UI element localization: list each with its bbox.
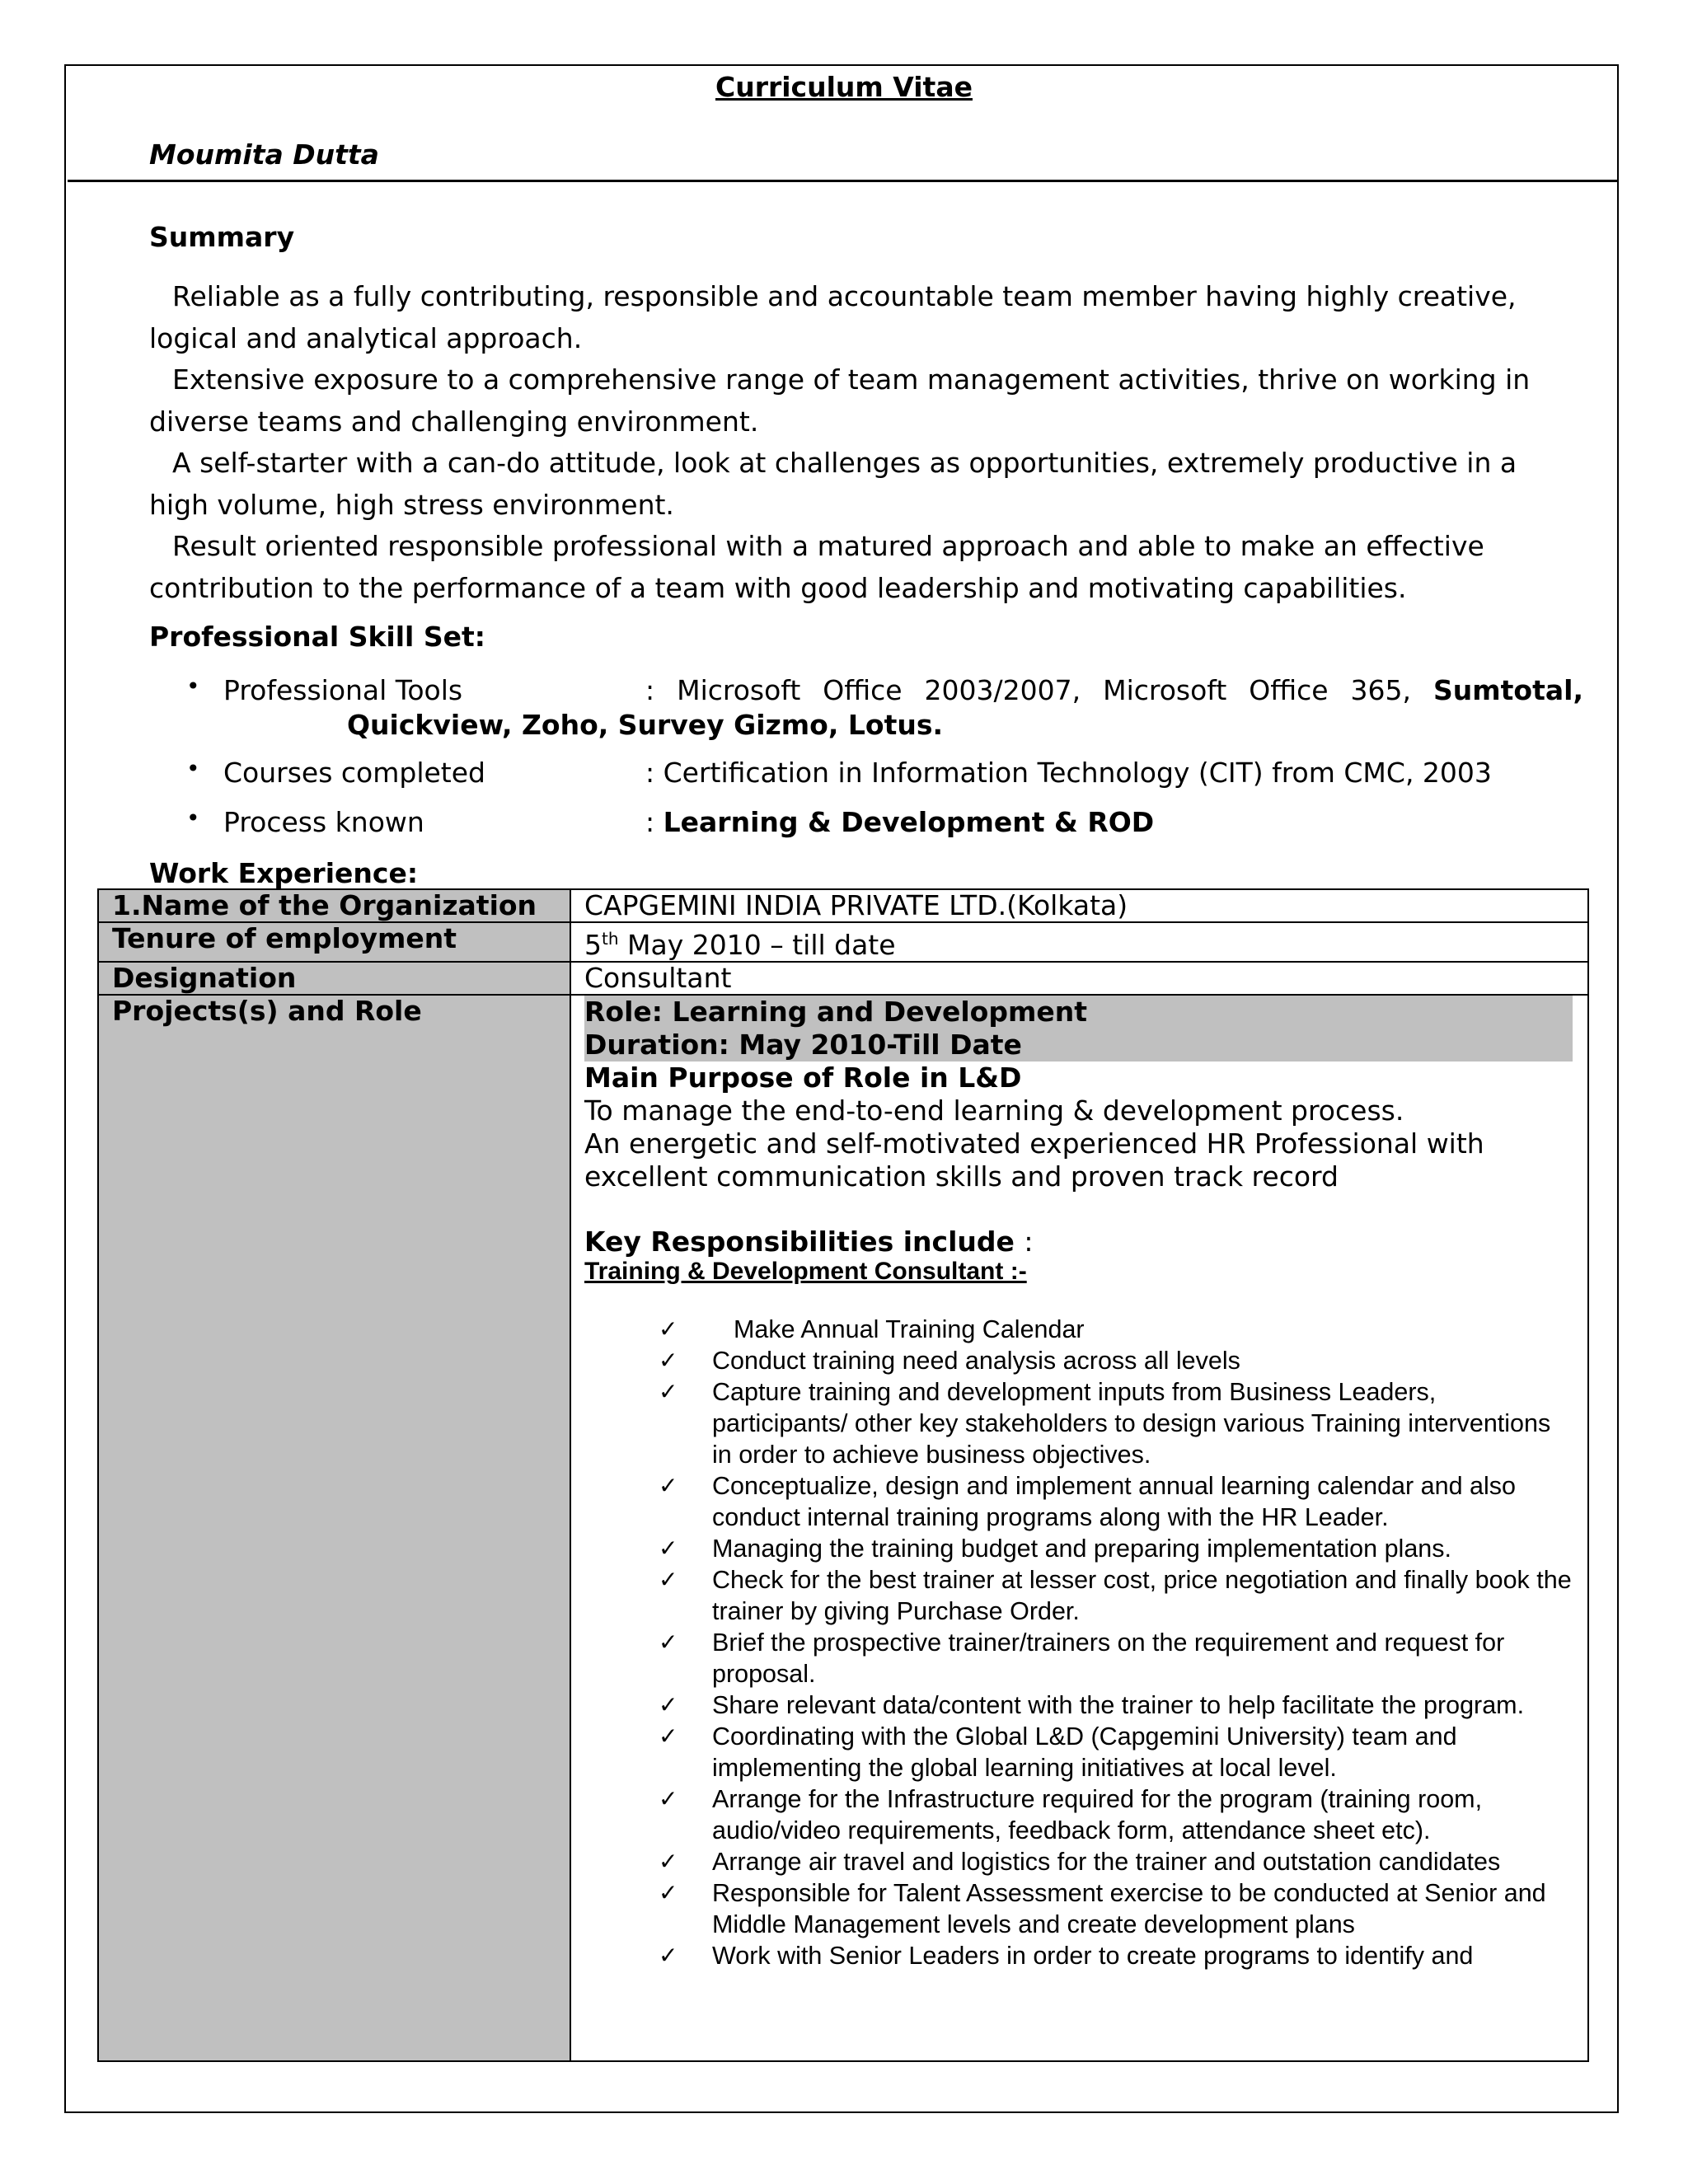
row-label: Projects(s) and Role <box>98 995 570 2061</box>
list-item: ✓ Share relevant data/content with the trainer to help facilitate the program. <box>659 1691 1525 1719</box>
designation-value: Consultant <box>570 962 1588 995</box>
list-item: ✓ Responsible for Talent Assessment exercise to be conducted at Senior and Middle Management levels and create development plans <box>659 1879 1546 1938</box>
check-icon: ✓ <box>659 1378 678 1405</box>
table-row <box>98 889 1588 922</box>
check-icon: ✓ <box>659 1691 678 1718</box>
role-highlight <box>584 996 1573 1062</box>
skill-value: : Learning & Development & ROD <box>645 806 1155 838</box>
summary-heading: Summary <box>149 221 295 253</box>
consultant-subheading: Training & Development Consultant :- <box>584 1258 1027 1285</box>
skill-label: Process known <box>223 806 424 838</box>
list-item: ✓ Make Annual Training Calendar <box>659 1315 1085 1343</box>
list-item: ✓ Conduct training need analysis across all levels <box>659 1347 1240 1375</box>
check-icon: ✓ <box>659 1629 678 1656</box>
list-item: ✓ Conceptualize, design and implement annual learning calendar and also conduct internal training programs along with the HR Leader. <box>659 1472 1516 1531</box>
row-label: 1.Name of the Organization <box>98 889 570 922</box>
bullet-icon: • <box>186 673 200 700</box>
skill-value: : Certification in Information Technology (CIT) from CMC, 2003 <box>645 757 1492 789</box>
list-item: ✓ Work with Senior Leaders in order to create programs to identify and <box>659 1942 1474 1970</box>
summary-section <box>149 276 1567 609</box>
summary-paragraph: A self-starter with a can-do attitude, look at challenges as opportunities, extremely productive in a high volume, high stress environment. <box>149 447 1517 521</box>
check-icon: ✓ <box>659 1879 678 1906</box>
work-experience-table <box>97 888 1589 2062</box>
table-row <box>98 962 1588 995</box>
projects-role-cell <box>570 995 1588 2061</box>
bullet-icon: • <box>186 755 200 782</box>
purpose-line: To manage the end-to-end learning & development process. <box>584 1094 1404 1127</box>
list-item: ✓ Arrange for the Infrastructure required for the program (training room, audio/video requirements, feedback form, attendance sheet etc). <box>659 1785 1483 1844</box>
check-icon: ✓ <box>659 1347 678 1374</box>
check-icon: ✓ <box>659 1785 678 1812</box>
skill-label: Professional Tools <box>223 674 463 706</box>
candidate-name: Moumita Dutta <box>149 138 379 171</box>
list-item: ✓ Coordinating with the Global L&D (Capgemini University) team and implementing the global learning initiatives at local level. <box>659 1722 1457 1782</box>
list-item: ✓ Arrange air travel and logistics for the trainer and outstation candidates <box>659 1848 1501 1876</box>
summary-paragraph: Reliable as a fully contributing, responsible and accountable team member having highly creative, logical and analytical approach. <box>149 280 1517 354</box>
organization-value: CAPGEMINI INDIA PRIVATE LTD.(Kolkata) <box>570 889 1588 922</box>
skill-label: Courses completed <box>223 757 485 789</box>
table-row <box>98 995 1588 2061</box>
check-icon: ✓ <box>659 1472 678 1499</box>
list-item: ✓ Check for the best trainer at lesser cost, price negotiation and finally book the trainer by giving Purchase Order. <box>659 1566 1572 1625</box>
summary-paragraph: Result oriented responsible professional with a matured approach and able to make an effective contribution to the performance of a team with good leadership and motivating capabilities. <box>149 530 1484 604</box>
document-title: Curriculum Vitae <box>715 71 973 103</box>
check-icon: ✓ <box>659 1535 678 1562</box>
table-row <box>98 922 1588 962</box>
row-label: Designation <box>98 962 570 995</box>
role-duration: Duration: May 2010-Till Date <box>584 1029 1022 1061</box>
check-icon: ✓ <box>659 1722 678 1750</box>
list-item: ✓ Brief the prospective trainer/trainers on the requirement and request for proposal. <box>659 1629 1505 1688</box>
skill-value: : Microsoft Office 2003/2007, Microsoft Office 365, Sumtotal, <box>645 674 1583 706</box>
purpose-heading: Main Purpose of Role in L&D <box>584 1062 1022 1094</box>
work-heading: Work Experience: <box>149 857 419 889</box>
key-responsibilities-heading: Key Responsibilities include : <box>584 1226 1034 1258</box>
list-item: ✓ Capture training and development inputs from Business Leaders, participants/ other key stakeholders to design various Training interventions in order to achieve business objectives. <box>659 1378 1551 1469</box>
row-label: Tenure of employment <box>98 922 570 962</box>
bullet-icon: • <box>186 804 200 832</box>
check-icon: ✓ <box>659 1848 678 1875</box>
check-icon: ✓ <box>659 1315 678 1343</box>
tenure-value: 5th May 2010 – till date <box>570 922 1588 962</box>
list-item: ✓ Managing the training budget and preparing implementation plans. <box>659 1535 1451 1563</box>
role-title: Role: Learning and Development <box>584 996 1088 1028</box>
skill-value-continuation: Quickview, Zoho, Survey Gizmo, Lotus. <box>347 709 944 741</box>
responsibilities-list <box>584 1314 1587 1971</box>
check-icon: ✓ <box>659 1566 678 1593</box>
skills-heading: Professional Skill Set: <box>149 621 485 653</box>
check-icon: ✓ <box>659 1942 678 1969</box>
purpose-line: An energetic and self-motivated experienced HR Professional with excellent communication skills and proven track record <box>584 1127 1484 1193</box>
summary-paragraph: Extensive exposure to a comprehensive range of team management activities, thrive on working in diverse teams and challenging environment. <box>149 363 1531 438</box>
header-divider <box>68 180 1617 182</box>
